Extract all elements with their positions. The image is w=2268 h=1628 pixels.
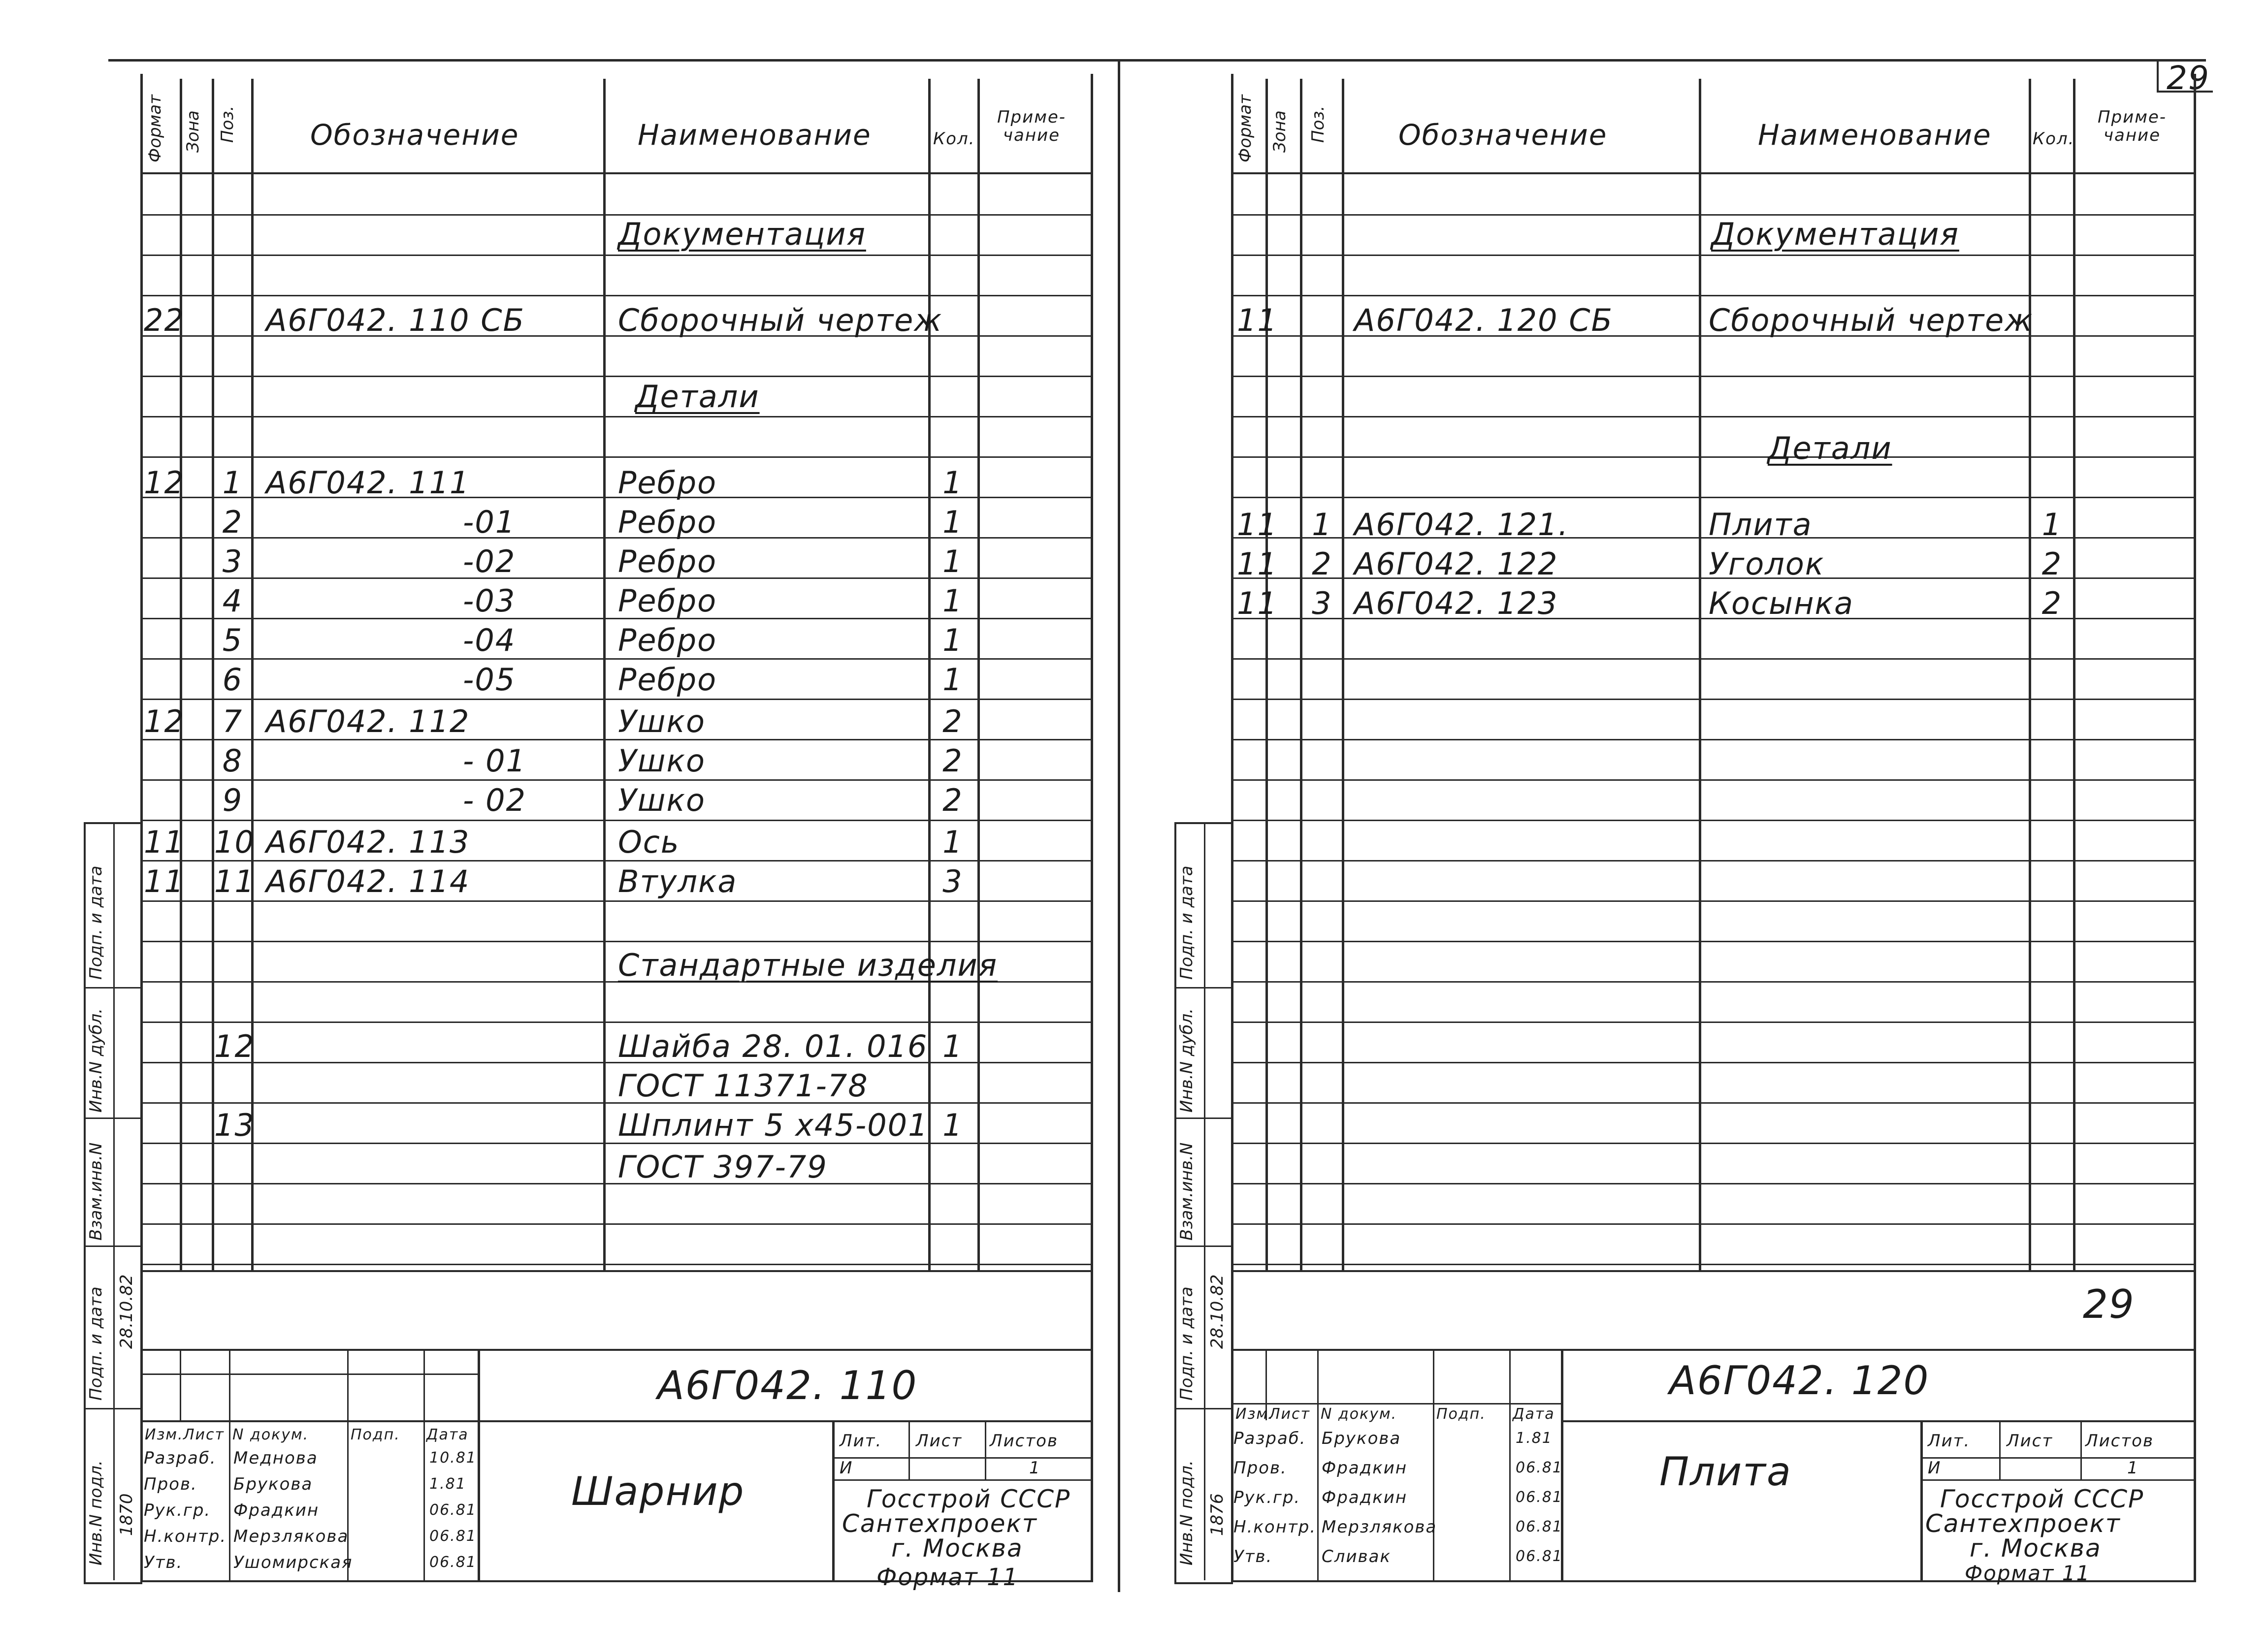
spec-row-qty: 1 — [942, 465, 963, 501]
spec-row-pos: 1 — [222, 465, 243, 501]
spec-row-name: ГОСТ 11371-78 — [618, 1068, 869, 1104]
row-line — [140, 941, 1093, 942]
left-section-parts: Детали — [635, 379, 760, 415]
row-line — [140, 416, 1093, 417]
left-stamp-line — [140, 1373, 478, 1375]
left-stamp-line — [140, 1420, 1093, 1422]
spec-row-name: Шплинт 5 х45-001 — [618, 1107, 929, 1143]
left-section-docs: Документация — [618, 216, 866, 252]
row-line — [140, 820, 1093, 821]
row-line — [1231, 739, 2196, 740]
row-line — [1231, 820, 2196, 821]
row-line — [1231, 376, 2196, 377]
spec-row-format: 12 — [144, 465, 185, 501]
row-line — [1231, 941, 2196, 942]
left-stamp-col — [908, 1420, 910, 1479]
right-col-sep — [1342, 79, 1344, 1270]
left-sidebar-sep — [113, 822, 115, 1580]
left-header-bottom — [140, 172, 1093, 174]
spec-row-pos: 8 — [222, 743, 243, 779]
spec-row-format: 11 — [144, 863, 185, 899]
stamp-person: Ушомирская — [233, 1553, 353, 1572]
spec-row-name: Ушко — [618, 703, 706, 739]
spec-row-qty: 1 — [942, 662, 963, 698]
row-line — [1231, 214, 2196, 216]
stamp-header-cell: Изм. — [145, 1426, 184, 1443]
right-side-vzam: Взам.инв.N — [1177, 1142, 1197, 1241]
spec-row-format: 12 — [144, 703, 185, 739]
right-stamp-col — [1509, 1349, 1511, 1580]
spec-row-format: 22 — [144, 302, 185, 338]
spec-row-name: Ушко — [618, 782, 706, 818]
stamp-header-cell: Дата — [426, 1426, 469, 1443]
left-hdr-designation: Обозначение — [310, 118, 519, 152]
spec-row-name: Плита — [1709, 507, 1813, 543]
stamp-person: Фрадкин — [1322, 1488, 1408, 1507]
spec-row-designation: А6Г042. 122 — [1354, 546, 1558, 582]
spec-row-designation: А6Г042. 123 — [1354, 585, 1558, 621]
right-stamp-line — [1231, 1403, 1561, 1405]
spec-row-qty: 1 — [942, 622, 963, 658]
spec-row-qty: 2 — [942, 703, 963, 739]
row-line — [1231, 255, 2196, 256]
spec-row-name: Сборочный чертеж — [1709, 302, 2034, 338]
stamp-date: 06.81 — [1516, 1459, 1563, 1476]
stamp-role: Н.контр. — [1233, 1517, 1317, 1537]
right-col-sep — [1265, 79, 1268, 1270]
left-col-sep — [603, 79, 606, 1270]
stamp-role: Рук.гр. — [1233, 1488, 1301, 1507]
row-line — [140, 1021, 1093, 1023]
row-line — [1231, 779, 2196, 781]
left-doc-title: Шарнир — [571, 1468, 745, 1514]
spec-row-designation: - 01 — [463, 743, 526, 779]
right-frame-right — [2194, 74, 2196, 1580]
right-side-inv-orig: Инв.N подл. — [1177, 1460, 1197, 1565]
row-line — [140, 779, 1093, 781]
left-sidebar-h — [84, 1408, 140, 1409]
row-line — [140, 1183, 1093, 1184]
left-stamp-col — [423, 1349, 425, 1580]
right-lit-value: И — [1928, 1458, 1942, 1478]
left-side-sign-date-top: Подп. и дата — [86, 865, 106, 980]
stamp-role: Разраб. — [144, 1448, 217, 1468]
stamp-person: Брукова — [1322, 1429, 1401, 1448]
stamp-role: Н.контр. — [144, 1527, 227, 1546]
left-hdr-zone: Зона — [183, 110, 203, 153]
stamp-header-cell: Лист — [183, 1426, 225, 1443]
left-sheet-label: Лист — [916, 1431, 963, 1451]
stamp-date: 06.81 — [429, 1501, 477, 1519]
stamp-role: Пров. — [144, 1474, 197, 1494]
stamp-header-cell: Изм. — [1235, 1405, 1274, 1423]
row-line — [1231, 1062, 2196, 1063]
spec-row-designation: А6Г042. 120 СБ — [1354, 302, 1614, 338]
stamp-person: Сливак — [1322, 1547, 1391, 1566]
row-line — [140, 860, 1093, 862]
row-line — [1231, 1223, 2196, 1225]
left-stamp-col — [229, 1349, 230, 1580]
right-sidebar-h — [1174, 1408, 1231, 1409]
left-hdr-note: Приме- чание — [997, 107, 1067, 146]
spec-row-pos: 6 — [222, 662, 243, 698]
spec-row-qty: 2 — [2041, 585, 2063, 621]
row-line — [1231, 699, 2196, 700]
right-org-line1: Госстрой СССР — [1940, 1485, 2144, 1513]
right-sidebar-h — [1174, 1117, 1231, 1119]
row-line — [140, 900, 1093, 902]
row-line — [1231, 456, 2196, 458]
left-hdr-format: Формат — [145, 95, 165, 162]
right-stamp-line — [1231, 1349, 2196, 1351]
row-line — [140, 214, 1093, 216]
left-org-line1: Госстрой СССР — [867, 1485, 1071, 1513]
left-hdr-pos: Поз. — [218, 105, 237, 143]
right-sheet-label: Лист — [2007, 1431, 2053, 1451]
spec-row-pos: 5 — [222, 622, 243, 658]
row-line — [140, 376, 1093, 377]
spec-row-name: Ребро — [618, 543, 717, 579]
right-stamp-col — [1920, 1420, 1923, 1580]
left-col-sep — [977, 79, 980, 1270]
left-sidebar-h — [84, 1117, 140, 1119]
left-sheets-value: 1 — [1029, 1458, 1041, 1478]
right-lit-label: Лит. — [1928, 1431, 1971, 1451]
right-header-bottom — [1231, 172, 2196, 174]
right-col-sep — [1300, 79, 1302, 1270]
row-line — [1231, 1021, 2196, 1023]
spec-row-qty: 1 — [942, 583, 963, 619]
right-doc-code: А6Г042. 120 — [1669, 1358, 1930, 1404]
right-hdr-format: Формат — [1235, 95, 1255, 162]
row-line — [140, 295, 1093, 296]
spec-row-pos: 3 — [222, 543, 243, 579]
spec-row-name: Ребро — [618, 583, 717, 619]
right-stamp-line — [1920, 1479, 2196, 1481]
row-line — [1231, 1183, 2196, 1184]
right-handwritten-mark: 29 — [2083, 1281, 2135, 1327]
page-number: 29 — [2167, 59, 2210, 97]
stamp-date: 06.81 — [1516, 1548, 1563, 1565]
spec-row-designation: А6Г042. 114 — [266, 863, 470, 899]
right-side-inv-number: 1876 — [1207, 1493, 1227, 1536]
spec-row-pos: 13 — [214, 1107, 255, 1143]
left-stamp-col — [478, 1349, 480, 1580]
left-stamp-line — [832, 1479, 1093, 1481]
left-col-sep — [180, 79, 182, 1270]
right-hdr-zone: Зона — [1270, 110, 1290, 153]
right-format: Формат 11 — [1965, 1561, 2091, 1585]
left-side-inv-orig: Инв.N подл. — [86, 1460, 106, 1565]
spec-row-qty: 1 — [942, 543, 963, 579]
spec-row-name: Сборочный чертеж — [618, 302, 943, 338]
right-hdr-qty: Кол. — [2033, 129, 2075, 149]
left-side-inv-number: 1870 — [117, 1493, 136, 1536]
stamp-person: Брукова — [233, 1474, 313, 1494]
spec-row-designation: -04 — [463, 622, 516, 658]
row-line — [140, 1102, 1093, 1104]
spec-row-name: ГОСТ 397-79 — [618, 1149, 828, 1185]
spec-row-qty: 2 — [942, 782, 963, 818]
stamp-header-cell: Подп. — [351, 1426, 400, 1443]
left-stamp-line — [832, 1457, 1093, 1459]
left-hdr-qty: Кол. — [933, 129, 975, 149]
left-lit-value: И — [840, 1458, 853, 1478]
row-line — [1231, 981, 2196, 983]
right-stamp-col — [2080, 1420, 2082, 1479]
row-line — [140, 1223, 1093, 1225]
left-format: Формат 11 — [876, 1564, 1019, 1591]
stamp-date: 06.81 — [1516, 1489, 1563, 1506]
row-line — [1231, 900, 2196, 902]
spec-row-designation: А6Г042. 111 — [266, 465, 470, 501]
right-col-sep — [2029, 79, 2031, 1270]
right-hdr-name: Наименование — [1758, 118, 1992, 152]
left-org-line3: г. Москва — [891, 1534, 1023, 1563]
stamp-header-cell: Лист — [1269, 1405, 1311, 1423]
left-col-sep — [251, 79, 254, 1270]
right-stamp-col — [1999, 1420, 2001, 1479]
spec-row-designation: А6Г042. 113 — [266, 824, 470, 860]
spec-row-designation: -03 — [463, 583, 516, 619]
row-line — [140, 699, 1093, 700]
stamp-role: Пров. — [1233, 1458, 1287, 1478]
stamp-role: Утв. — [144, 1553, 183, 1572]
spec-row-designation: А6Г042. 110 СБ — [266, 302, 525, 338]
right-hdr-note: Приме- чание — [2097, 107, 2167, 146]
stamp-person: Меднова — [233, 1448, 318, 1468]
left-sidebar-h — [84, 987, 140, 989]
stamp-date: 06.81 — [429, 1554, 477, 1571]
stamp-date: 06.81 — [1516, 1518, 1563, 1535]
stamp-header-cell: N докум. — [1321, 1405, 1397, 1423]
right-col-sep — [2073, 79, 2075, 1270]
spec-row-pos: 3 — [1312, 585, 1332, 621]
spec-row-format: 11 — [1237, 507, 1278, 543]
spec-row-name: Шайба 28. 01. 016 — [618, 1028, 928, 1064]
spec-row-pos: 4 — [222, 583, 243, 619]
spec-row-designation: -05 — [463, 662, 516, 698]
row-line — [1231, 658, 2196, 660]
left-sidebar-h — [84, 1245, 140, 1247]
stamp-role: Рук.гр. — [144, 1500, 211, 1520]
top-rule — [108, 59, 2206, 62]
left-side-inv-dubl: Инв.N дубл. — [86, 1008, 106, 1113]
right-side-sign-date: Подп. и дата — [1177, 1286, 1197, 1401]
spec-row-name: Косынка — [1709, 585, 1854, 621]
spec-row-qty: 1 — [2041, 507, 2063, 543]
stamp-date: 1.81 — [429, 1475, 466, 1493]
spec-row-name: Ушко — [618, 743, 706, 779]
stamp-header-cell: N докум. — [232, 1426, 309, 1443]
left-lit-label: Лит. — [840, 1431, 882, 1451]
right-stamp-line — [1561, 1420, 2196, 1422]
right-side-sign-date-value: 28.10.82 — [1207, 1274, 1227, 1349]
right-col-sep — [1699, 79, 1701, 1270]
right-sheets-value: 1 — [2127, 1458, 2139, 1478]
spec-row-name: Ребро — [618, 465, 717, 501]
spec-row-qty: 1 — [942, 824, 963, 860]
row-line — [140, 255, 1093, 256]
row-line — [1231, 1264, 2196, 1265]
row-line — [1231, 1102, 2196, 1104]
right-sidebar-sep — [1204, 822, 1205, 1580]
spec-row-designation: - 02 — [463, 782, 526, 818]
spec-row-pos: 10 — [214, 824, 255, 860]
row-line — [140, 456, 1093, 458]
right-stamp-line — [1920, 1457, 2196, 1459]
spec-row-name: Ребро — [618, 504, 717, 540]
row-line — [140, 658, 1093, 660]
row-line — [1231, 497, 2196, 498]
left-stamp-line — [140, 1349, 1093, 1351]
spec-row-name: Уголок — [1709, 546, 1825, 582]
stamp-header-cell: Подп. — [1436, 1405, 1486, 1423]
row-line — [140, 1264, 1093, 1265]
right-side-inv-dubl: Инв.N дубл. — [1177, 1008, 1197, 1113]
right-org-line2: Сантехпроект — [1925, 1509, 2121, 1538]
left-side-vzam: Взам.инв.N — [86, 1142, 106, 1241]
row-line — [1231, 416, 2196, 417]
right-hdr-designation: Обозначение — [1398, 118, 1608, 152]
spec-row-name: Ребро — [618, 662, 717, 698]
right-org-line3: г. Москва — [1970, 1534, 2102, 1563]
left-frame-right — [1091, 74, 1093, 1580]
spec-row-qty: 2 — [2041, 546, 2063, 582]
left-side-sign-date-value: 28.10.82 — [117, 1274, 136, 1349]
right-sheets-label: Листов — [2085, 1431, 2154, 1451]
spec-row-pos: 1 — [1312, 507, 1332, 543]
left-stamp-top — [140, 1270, 1093, 1272]
row-line — [1231, 1143, 2196, 1144]
stamp-person: Мерзлякова — [233, 1527, 349, 1546]
left-stamp-col — [832, 1420, 835, 1580]
left-hdr-name: Наименование — [638, 118, 872, 152]
left-side-sign-date: Подп. и дата — [86, 1286, 106, 1401]
spec-row-name: Втулка — [618, 863, 738, 899]
spec-row-qty: 1 — [942, 504, 963, 540]
right-side-sign-date-top: Подп. и дата — [1177, 865, 1197, 980]
right-doc-title: Плита — [1659, 1449, 1792, 1495]
spec-row-designation: А6Г042. 121. — [1354, 507, 1569, 543]
right-stamp-col — [1317, 1349, 1319, 1580]
spec-row-qty: 2 — [942, 743, 963, 779]
stamp-role: Утв. — [1233, 1547, 1273, 1566]
stamp-date: 06.81 — [429, 1528, 477, 1545]
spec-row-pos: 7 — [222, 703, 243, 739]
right-stamp-col — [1433, 1349, 1434, 1580]
stamp-date: 1.81 — [1516, 1430, 1553, 1447]
spec-row-format: 11 — [1237, 585, 1278, 621]
left-stamp-col — [985, 1420, 986, 1479]
spec-row-designation: -02 — [463, 543, 516, 579]
right-hdr-pos: Поз. — [1308, 105, 1328, 143]
spec-row-pos: 11 — [214, 863, 255, 899]
left-doc-code: А6Г042. 110 — [657, 1363, 918, 1408]
left-stamp-col — [180, 1349, 181, 1420]
spec-row-qty: 1 — [942, 1028, 963, 1064]
spec-row-qty: 3 — [942, 863, 963, 899]
right-sidebar-h — [1174, 987, 1231, 989]
stamp-person: Фрадкин — [1322, 1458, 1408, 1478]
stamp-person: Мерзлякова — [1322, 1517, 1437, 1537]
stamp-role: Разраб. — [1233, 1429, 1306, 1448]
right-stamp-top — [1231, 1270, 2196, 1272]
spec-row-pos: 2 — [222, 504, 243, 540]
spec-row-pos: 9 — [222, 782, 243, 818]
stamp-header-cell: Дата — [1513, 1405, 1555, 1423]
spec-row-pos: 2 — [1312, 546, 1332, 582]
row-line — [1231, 295, 2196, 296]
spec-row-format: 11 — [1237, 302, 1278, 338]
spec-row-name: Ось — [618, 824, 680, 860]
left-org-line2: Сантехпроект — [842, 1509, 1037, 1538]
center-divider — [1118, 61, 1120, 1592]
spec-row-designation: А6Г042. 112 — [266, 703, 470, 739]
right-section-docs: Документация — [1711, 216, 1959, 252]
row-line — [1231, 860, 2196, 862]
spec-row-format: 11 — [144, 824, 185, 860]
spec-row-designation: -01 — [463, 504, 516, 540]
spec-row-format: 11 — [1237, 546, 1278, 582]
stamp-date: 10.81 — [429, 1449, 477, 1467]
right-sidebar-h — [1174, 1245, 1231, 1247]
spec-row-qty: 1 — [942, 1107, 963, 1143]
stamp-person: Фрадкин — [233, 1500, 320, 1520]
right-section-parts: Детали — [1768, 430, 1892, 466]
left-section-std: Стандартные изделия — [618, 947, 998, 983]
left-sheets-label: Листов — [990, 1431, 1059, 1451]
spec-row-name: Ребро — [618, 622, 717, 658]
spec-row-pos: 12 — [214, 1028, 255, 1064]
